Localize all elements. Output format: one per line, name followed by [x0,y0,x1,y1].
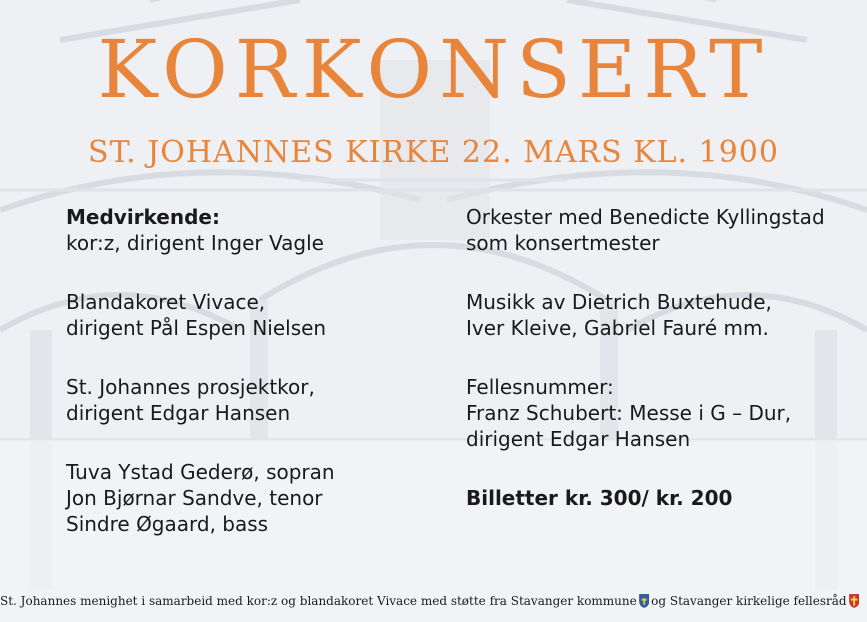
info-block [466,374,856,452]
info-line: Billetter kr. 300/ kr. 200 [466,486,733,510]
right-column [466,204,856,544]
info-line: Orkester med Benedicte Kyllingstad [466,205,825,229]
info-line: dirigent Pål Espen Nielsen [66,316,327,340]
info-line: Musikk av Dietrich Buxtehude, [466,290,772,314]
poster-title: KORKONSERT [97,23,770,116]
info-line: dirigent Edgar Hansen [466,427,691,451]
footer-text-part1: St. Johannes menighet i samarbeid med kor:z og blandakoret Vivace med støtte fra Stavanger kommune [0,594,637,608]
info-line: Tuva Ystad Gederø, sopran [66,460,335,484]
info-block [66,289,446,341]
footer-text-part2: og Stavanger kirkelige fellesråd [651,594,847,608]
info-line: St. Johannes prosjektkor, [66,375,315,399]
info-line: Jon Bjørnar Sandve, tenor [66,486,323,510]
poster-subtitle: ST. JOHANNES KIRKE 22. MARS KL. 1900 [88,135,779,170]
info-line: kor:z, dirigent Inger Vagle [66,231,324,255]
info-block [66,204,446,256]
info-block [66,459,446,537]
info-block [466,289,856,341]
footer [0,584,867,618]
info-line: dirigent Edgar Hansen [66,401,291,425]
info-line: Fellesnummer: [466,375,614,399]
info-line: Blandakoret Vivace, [66,290,266,314]
info-line: som konsertmester [466,231,660,255]
info-line: Iver Kleive, Gabriel Fauré mm. [466,316,769,340]
info-line: Franz Schubert: Messe i G – Dur, [466,401,792,425]
church-of-norway-crest-icon [849,586,859,616]
info-block [66,374,446,426]
left-column [66,204,446,570]
stavanger-kommune-crest-icon [639,586,649,616]
info-line: Sindre Øgaard, bass [66,512,269,536]
info-block [466,485,856,511]
info-block [466,204,856,256]
info-line: Medvirkende: [66,205,220,229]
